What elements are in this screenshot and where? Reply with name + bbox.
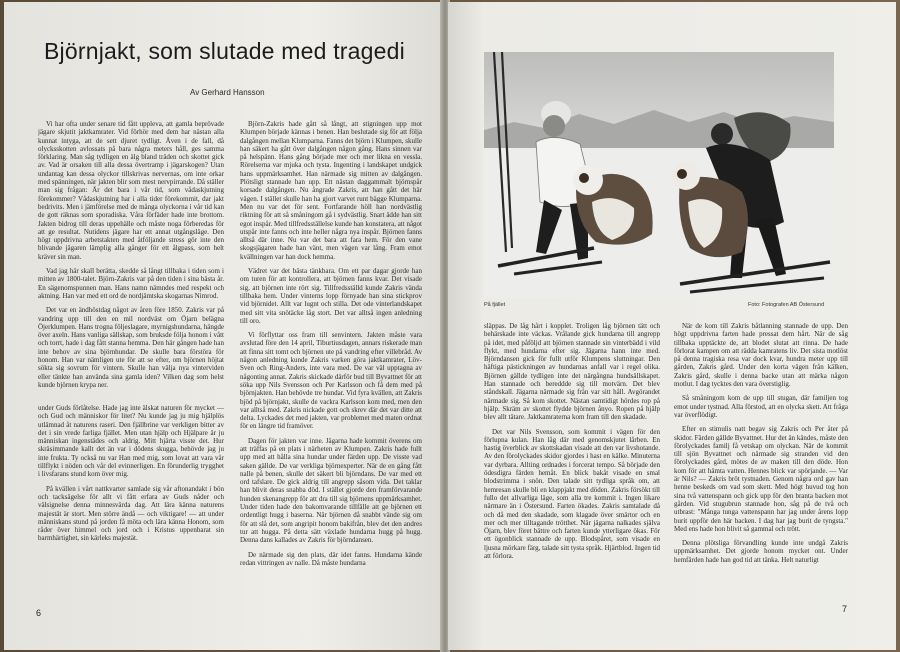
byline: Av Gerhard Hansson	[190, 88, 265, 97]
paragraph: Det var en ändhöstdag något av åren före 1850. Zakris var på vandring upp till den en mil nordväst om Öjarn belägna Öjerklumpen. Hans trogna följeslagare, myrnigshundarna, hängde över axeln. Hans vanliga sällskap, som bruksde följa honom i vått och torrt, hade i dag fått stanna hemma. Den här gången hade han inte behov av sina björnhundar. De skulle bara förstöra för honom. Han var nämligen ute för att se efter, om björnen höjtat sökta sig sovrum för vintern. Skulle han välja nya vinterviden eller tänkte han använda sina gamla iden? Vilken dag som helst kunde björnen krypa ner.	[38, 306, 224, 389]
article-title: Björnjakt, som slutade med tragedi	[44, 38, 405, 64]
paragraph: Vi har ofta under senare tid fått uppleva, att gamla beprövade jägare skjutit jaktkamrater. Vid förhör med dem har nästan alla kunnat intyga, att de sett djuret tydligt. Även i de fall, då olycksskotten avlossats på bara några meters håll, ges samma förklaring. Man såg tydligen en älg bland träden och skottet gick av. Vad är orsaken till alla dessa övertramp i jägarskogen? Utan undantag kan dessa olyckor tillskrivas nervernas, om inte orkar med spänningen, när jakten blir som mest nervpirrande. Då ställer man sig frågan: Är det bara i vår tid, som vådaskjutning förekommer? Vådaskjutning har i alla tider förekommit, dar jakt bedrivits. Men i jämförelse med de många olyckorna i vår tid kan de gott räknas som sporadiska. Våra förfäder hade inte brottom. Jakten bidrog till deras uppehälle och måste noga förberedas för att ge resultat. Nutidens jägare har ett annat utgångsläge. Den högt uppdrivna arbetstakten med åtföljande stress gör inte den blivande jägaren lämplig alla gånger för ett ålgpass, som helt kräver sin man.	[38, 120, 224, 261]
paragraph: De närmade sig den plats, där idet fanns. Hundarna kände redan vittringen av nalle. Då måste hundarna	[240, 550, 422, 567]
right-column-1	[484, 322, 660, 612]
paragraph: Denna plötsliga förvandling kunde inte undgå Zakris uppmärksamhet. Det gjorde honom mycket ont. Under hemfärden hade han god tid att tänka. Helt naturligt	[674, 539, 848, 564]
photo-skiers-with-dogs	[484, 52, 834, 298]
paragraph: Vädret var det bästa tänkbara. Om ett par dagar gjorde han om turen för att kontrollera, att björnen fanns kvar. Det visade sig, att björnen inte rört sig. Tillfredsställd kunde Zakris vända tillbaka hem. Under vinterns lopp förnyade han sina stickprov vid björnidet. Allt var lugnt och stilla. Det ode vinterlandskapet med sitt vita snötäcke låg stort. Det var alltså ingen anledning till oro.	[240, 267, 422, 325]
right-page	[448, 2, 896, 650]
paragraph: Björn-Zakris hade gått så långt, att stigningen upp mot Klumpen började kännas i benen. Han beslutade sig för att följa dalgången mellan Klumparna. Fanns det björn i Klumpen, skulle han säkert ha gått över dalgången någon gång. Hans sinnen var på helspänn. Hans gång började mer och mer likna en vessla. Rörelserna var mjuka och tysta. Ingenting i landskapet undgick hans uppmärksamhet. Han närmade sig mitten av dalgången. Plötsligt stannade han upp. Ett nästan daggammalt björnspår korsade dalgången. Nu ångrade Zakris, att han gått det här vägen. I stället skulle han ha gjort varvet runt bägge Klumparna. Men nu var det för sent. Fortfarande höll han nordvästlig riktning för att så småningom gå i sydvästlig. Snart ädde han sitt egot inspår. Med tillfredsställelse kunde han konstatera, att något utspår inte fanns och inte heller några nya inspår. Björnen fanns alltså där inne. Nu var det bara att fara hem. För den vane skogsjägaren hade han vänt, men vägen var lång. Fram emot kvällningen var han dock hemma.	[240, 120, 422, 261]
photo-image	[484, 52, 834, 298]
left-page	[4, 2, 442, 650]
paragraph: Det var Nils Svensson, som kommit i vägen för den förlupna kulan. Han låg där med genomskjutet lårben. En hastig överblick av skottskadan visade att den var livshotande. Av den förolyckades skidor gjordes i hast en kälke. Minuterna var dyrbara. Allting ordnades i forcerat tempo. Så började den ödesdigra färden hemåt. En blick bakåt visade en smal blodstrimma i snön. Den talade sitt tydliga språk om, att hemresan skulle bli en klappjakt med döden. Zakris försökt till fullo det allvarliga läge, som alla tre kommit i. Ingen likare närmare än i Östersund. Farten ökades. Zakris samtalade då och då med den skadade, som klagade över smärtor och en mer och mer tilltagande trötthet. När jägarna nalkades själva Öjarn, blev föret bättre och farten kunde ytterligare ökas. För ett ögonblick stannade de upp. Blodspåret, som visade en ljusna mörkare färg, talade sitt tysta språk. Hjärtblod. Ingen tid att förlora.	[484, 427, 660, 561]
paragraph: under Guds förlåtelse. Hade jag inte älskat naturen för mycket — och Gud och människor för litet? Nu kunde jag ju mig hjälplös utlämnad åt naturens raseri. Den fjällbrine var verkligen bitter av det i sin vrede farliga fjället. Men utan hjälp och Hjälpare är ju människan ingenstädes och aldrig. Mitt hjärta visste det. Hur skräsimmande kallt det än var i dödens skugga, behövde jag ju inte frukta. Ty också nu var Han med mig, som lovat att vara vår tillflykt i nöden och vår del evinnerligen. En förunderlig trygghet i livsfarans stund kom över mig.	[38, 404, 224, 479]
right-column-2	[674, 322, 848, 612]
photo-caption: På fjället	[484, 302, 506, 308]
page-number: 7	[842, 604, 848, 614]
photo-credit: Foto: Fotografen AB Östersund	[748, 302, 825, 308]
paragraph: Efter en stimulis natt begav sig Zakris och Per åter på skidor. Färden gällde Byvattnet. Hur det än kändes, måste den förolyckades familj få vetskap om olyckan. När de kommit till sjön Byvattnet och närmade sig stranden vid den förolyckades gård, mötes de av maken till den döde. Hon kom för att hämta vatten. Hennes blick var spörjande. — Var är Nils? — Zakris bröt tystnaden. Genom några ord gav han henne beskeds om vad som skett. Med högt huvud tog hon sina två vattenspann och gick upp för den branta backen mot gården. Vid stugubrun stannade hon, såg på de två och utbrast: "Många tunga vattenspann har jag under årens lopp burit uppför den här backen. I dag har jag burit de tyngsta." Med ens hade hon blivit så gammal och trött.	[674, 425, 848, 533]
page-number: 6	[36, 608, 42, 618]
left-column-1-bottom	[38, 404, 224, 600]
paragraph: Dagen för jakten var inne. Jägarna hade kommit överens om att träffas på en plats i närheten av Klumpen. Zakris hade fullt upp med att hålla sina hundar under färden upp. De visste vad saken gällde. De var verkliga björnexperter. När de en gång fått nalle på benen, skulle det säkert bli björndans. De var med ett ord tafslare. De gick aldrig till angrepp såsom vida. Det taklar han blivit deras snabba död. I stället gjorde den framförvarande hunden skenangrepp för att dra till sig björnens uppmärksamhet. Under tiden hade den bakomvarande tillfälle att ge björnen ett ordentligt hugg i baserna. När björnen då snabbt vände sig om för att slå det, som angripit honom bakifrån, blev det den andres tur att hugga. På detta sätt växlade hundarna hugg på hugg. Denna dans kallades av Zakris för björndansen.	[240, 436, 422, 545]
paragraph: Så småningom kom de upp till stugan, där familjen tog emot under tystnad. Alla förstod, att en olycka skett. Att fråga var överflödigt.	[674, 394, 848, 419]
paragraph: När de kom till Zakris båtlanning stannade de upp. Den högt uppdrivna farten hade pressat dem hårt. När de såg tillbaka upptäckte de, att blodet slutat att rinna. De hade förlorat kampen om att rädda kamratens liv. Det sista motlöst på denna tragiska resa var dock kvar, hundra meter upp till gården, Zakris gård. Under den korta vägen från kälken, Zakris gård, skulle i denna backe utan att märka någon motlut. I dag tycktes den vara överstiglig.	[674, 322, 848, 389]
paragraph: Vi förflyttar oss fram till senvintern. Jakten måste vara avslutad före den 14 april, Tiburtiusdagen, annars riskerade man att finna sitt tomt och björnen ute på vandring efter villebråd. Av någon anledning kunde Zakris varken göra jaktkamrater, Löv-Sven och Ring-Anders, inte vara med. De var väl upptagna av någonting annat. Zakris skickade därför bud till Byvattnet för att söka upp Nils Svensson och Per Karlsson och få dem med på björnjakten. Han behövde tre hundar. Vid fyra kvällen, att Zakris bjöd på björnjakt, skulle de vackra Karlsson kom med, men den var alltså med. Zakris nickade gott och skrev där det var ditte att delta. Lyckades det med jakten, var problemet med maten ordnat för en längre tid framöver.	[240, 331, 422, 431]
paragraph: Vad jag här skall berätta, skedde så långt tillbaka i tiden som i mitten av 1800-talet. Björn-Zakris var på den tiden i sina bästa år. En sägenomspunnen man. Hans namn nämndes med respekt och aktning. Han var med ett ord de nordjämtska skogarnas Nimrod.	[38, 267, 224, 300]
paragraph: På kvällen i vårt nattkvarter samlade sig vår aftonandakt i bön och tacksägelse för allt vi fått erfara av Guds nåder och välsignelse denna minnesvärda dag. Att lära känna naturens majestät är stort. Men större ändå — och viktigare! — att under människans stund på jorden få möta och lära känna Honom, som råder över himmel och jord och i Kristus uppenbarat sin barmhärtighet, sin kärleks majestät.	[38, 484, 224, 543]
paragraph: släppas. De låg hårt i kopplet. Troligen låg björnen tätt och behärskade inte väckas. Vrålande gick hundarna till angrepp på idet, med påföljd att björnen stannade sin vinterbädd i vild flykt, med hundarna efter sig. Jägarna hann inte med. Björndansen gick för fullt utför Klumpens sluttningar. Den häftiga pästickningen av hundarnas anfall var i regel olika. Björnen gällde tydligen inte det närgångna hundsällskapet. Han stannade och bereddde sig till motvärn. Det blev ståndskall. Jägarna närmade sig från var sitt håll. Avgörandet närmade sig. Så kom skottet. Nästan samtidigt hördes rop på hjälp. Skräm av skottet flydde björnen ånyo. Ropen på hjälp blev allt tätare. Jaktkamraterna kom fram till den skadade.	[484, 322, 660, 422]
left-column-1-top	[38, 120, 224, 392]
left-column-2	[240, 120, 422, 600]
